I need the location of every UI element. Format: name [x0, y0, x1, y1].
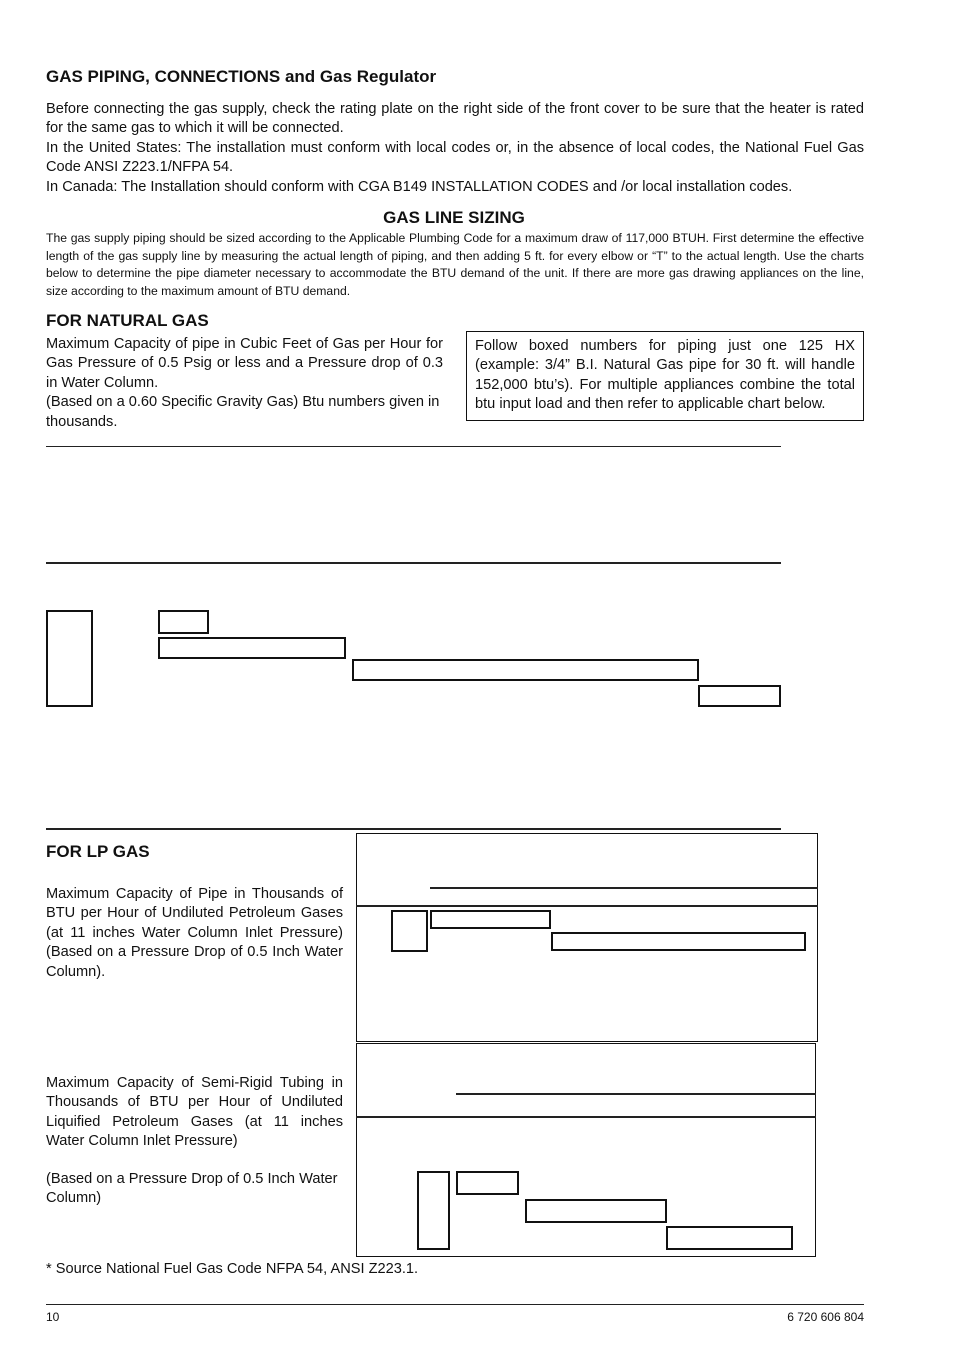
- tubing-highlight-column: [417, 1171, 450, 1250]
- gas-line-sizing-title: GAS LINE SIZING: [383, 208, 525, 227]
- tubing-highlight-cell: [666, 1226, 793, 1250]
- natural-gas-description: [46, 335, 443, 432]
- tubing-pressure-note: (Based on a Pressure Drop of 0.5 Inch Water Column): [46, 1171, 338, 1207]
- lp-gas-title: FOR LP GAS: [46, 842, 150, 861]
- natural-gas-highlight-column: [46, 610, 93, 707]
- intro-paragraph-canada: In Canada: The Installation should conform with CGA B149 INSTALLATION CODES and /or local installation codes.: [46, 178, 793, 195]
- lp-pipe-highlight-cell: [430, 910, 551, 929]
- natural-gas-gravity-text: (Based on a 0.60 Specific Gravity Gas) Btu numbers given in thousands.: [46, 394, 440, 430]
- document-number: 6 720 606 804: [787, 1310, 864, 1324]
- lp-gas-description: Maximum Capacity of Pipe in Thousands of BTU per Hour of Undiluted Petroleum Gases (at 11 inches Water Column Inlet Pressure) (Based on a Pressure Drop of 0.5 Inch Water Column).: [46, 886, 343, 980]
- lp-pipe-table-rule: [356, 905, 818, 907]
- tubing-description: Maximum Capacity of Semi-Rigid Tubing in Thousands of BTU per Hour of Undiluted Liquified Petroleum Gases (at 11 inches Water Column Inlet Pressure): [46, 1075, 343, 1150]
- table-bottom-rule: [46, 828, 781, 830]
- section-title: GAS PIPING, CONNECTIONS and Gas Regulator: [46, 67, 437, 86]
- tubing-table-header-rule: [456, 1093, 816, 1095]
- natural-gas-capacity-text: Maximum Capacity of pipe in Cubic Feet of Gas per Hour for Gas Pressure of 0.5 Psig or less and a Pressure drop of 0.3 in Water Column.: [46, 336, 443, 391]
- table-top-rule: [46, 446, 781, 447]
- footer-rule: [46, 1304, 864, 1305]
- natural-gas-highlight-cell: [698, 685, 781, 707]
- source-footnote: * Source National Fuel Gas Code NFPA 54, ANSI Z223.1.: [46, 1261, 419, 1277]
- lp-pipe-highlight-column: [391, 910, 428, 952]
- natural-gas-highlight-cell: [352, 659, 699, 681]
- tubing-highlight-cell: [456, 1171, 519, 1195]
- natural-gas-note-text: Follow boxed numbers for piping just one 125 HX (example: 3/4” B.I. Natural Gas pipe for 30 ft. will handle 152,000 btu’s). For multiple appliances combine the total btu input load and then refer to applicable chart below.: [475, 338, 855, 413]
- gas-line-sizing-text: The gas supply piping should be sized according to the Applicable Plumbing Code for a maximum draw of 117,000 BTUH. First determine the effective length of the gas supply line by measuring the actual length of piping, and then adding 5 ft. for every elbow or “T” to the actual length. Use the charts below to determine the pipe diameter necessary to accommodate the BTU demand of the unit. If there are more gas drawing appliances on the line, size according to the maximum amount of BTU demand.: [46, 231, 864, 298]
- intro-paragraph-rating: Before connecting the gas supply, check the rating plate on the right side of the front cover to be sure that the heater is rated for the same gas to which it will be connected.: [46, 101, 864, 137]
- natural-gas-highlight-cell: [158, 610, 209, 634]
- table-header-rule: [46, 562, 781, 564]
- intro-text: [46, 100, 864, 197]
- lp-pipe-highlight-cell: [551, 932, 806, 951]
- natural-gas-note-box: [466, 331, 864, 421]
- tubing-table-rule: [356, 1116, 816, 1118]
- lp-pipe-table-header-rule: [430, 887, 818, 889]
- natural-gas-title: FOR NATURAL GAS: [46, 311, 209, 330]
- page-number: 10: [46, 1310, 60, 1324]
- natural-gas-highlight-cell: [158, 637, 346, 659]
- intro-paragraph-us: In the United States: The installation must conform with local codes or, in the absence of local codes, the National Fuel Gas Code ANSI Z223.1/NFPA 54.: [46, 139, 864, 176]
- tubing-highlight-cell: [525, 1199, 667, 1223]
